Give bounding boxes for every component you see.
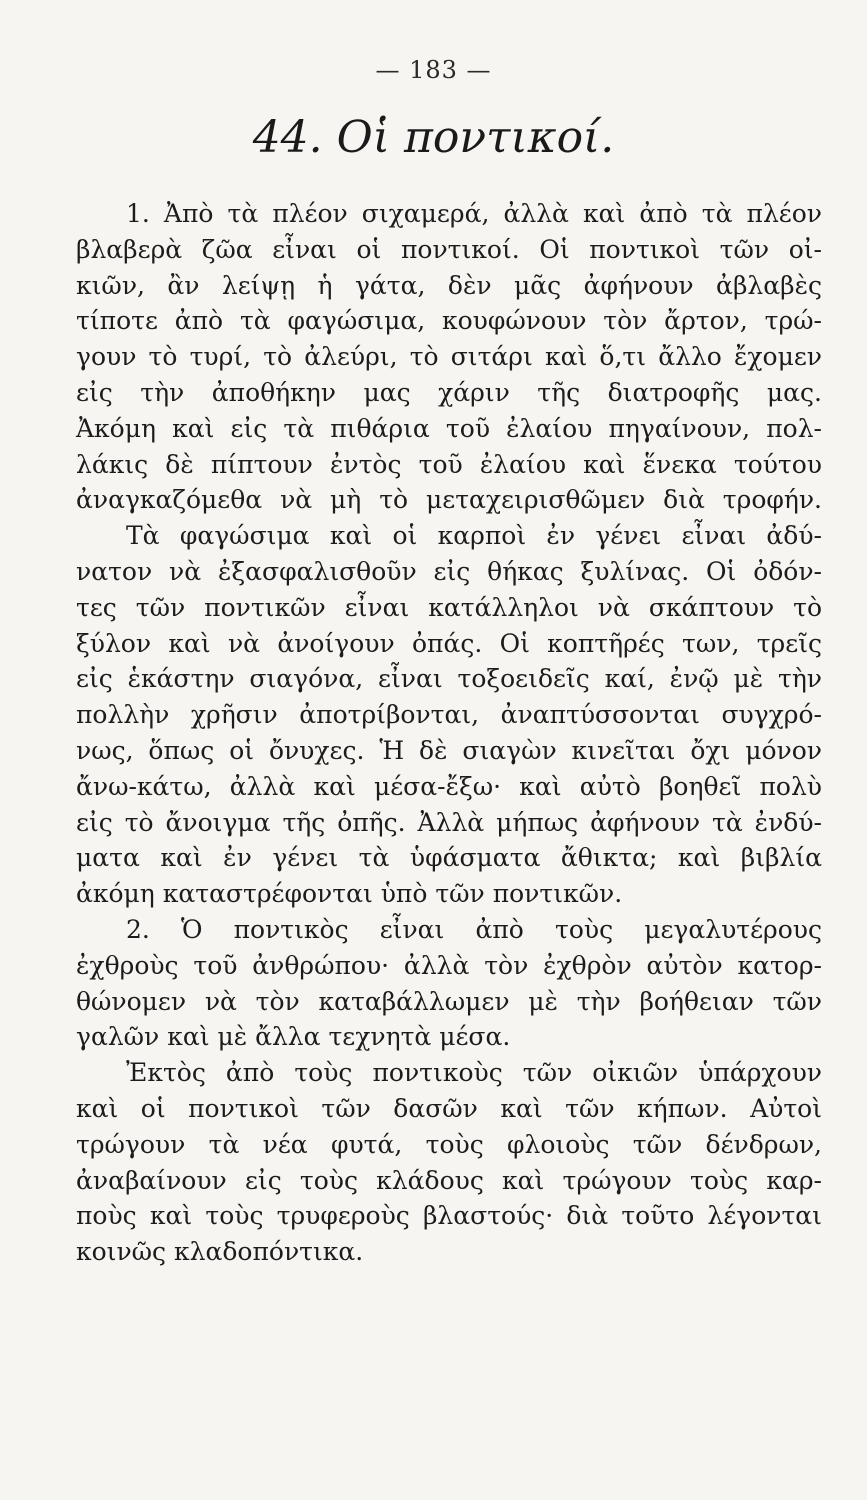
text-line: τρώγουν τὰ νέα φυτά, τοὺς φλοιοὺς τῶν δένδρων, — [76, 1129, 822, 1159]
page-number: — 183 — — [375, 56, 492, 84]
text-line: ἐχθροὺς τοῦ ἀνθρώπου· ἀλλὰ τὸν ἐχθρὸν αὐτὸν κατορ- — [76, 950, 822, 980]
text-line: καὶ οἱ ποντικοὶ τῶν δασῶν καὶ τῶν κήπων. Αὐτοὶ — [76, 1093, 822, 1123]
text-line: εἰς τὴν ἀποθήκην μας χάριν τῆς διατροφῆς μας. — [76, 377, 822, 407]
text-line: πολλὴν χρῆσιν ἀποτρίβονται, ἀναπτύσσονται συγχρό- — [76, 700, 822, 730]
text-line: 1. Ἀπὸ τὰ πλέον σιχαμερά, ἀλλὰ καὶ ἀπὸ τὰ πλέον — [126, 199, 822, 228]
text-line: Ἐκτὸς ἀπὸ τοὺς ποντικοὺς τῶν οἰκιῶν ὑπάρχουν — [126, 1058, 822, 1088]
text-line: εἰς ἑκάστην σιαγόνα, εἶναι τοξοειδεῖς καί, ἐνῷ μὲ τὴν — [76, 664, 822, 694]
text-line: γουν τὸ τυρί, τὸ ἀλεύρι, τὸ σιτάρι καὶ ὅ,τι ἄλλο ἔχομεν — [76, 342, 822, 372]
text-line: τίποτε ἀπὸ τὰ φαγώσιμα, κουφώνουν τὸν ἄρτον, τρώ- — [76, 306, 822, 336]
text-line: ἀκόμη καταστρέφονται ὑπὸ τῶν ποντικῶν. — [76, 879, 623, 909]
text-line: εἰς τὸ ἄνοιγμα τῆς ὀπῆς. Ἀλλὰ μήπως ἀφήνουν τὰ ἐνδύ- — [76, 807, 822, 837]
text-line: ματα καὶ ἐν γένει τὰ ὑφάσματα ἄθικτα; καὶ βιβλία — [76, 843, 822, 873]
text-line: κοινῶς κλαδοπόντικα. — [76, 1237, 364, 1267]
text-line: ἄνω-κάτω, ἀλλὰ καὶ μέσα-ἔξω· καὶ αὐτὸ βοηθεῖ πολὺ — [76, 771, 822, 801]
text-line: ἀναγκαζόμεθα νὰ μὴ τὸ μεταχειρισθῶμεν διὰ τροφήν. — [76, 485, 822, 515]
text-line: Τὰ φαγώσιμα καὶ οἱ καρποὶ ἐν γένει εἶναι ἀδύ- — [126, 521, 822, 551]
text-line: Ἀκόμη καὶ εἰς τὰ πιθάρια τοῦ ἐλαίου πηγαίνουν, πολ- — [76, 413, 822, 443]
text-line: γαλῶν καὶ μὲ ἄλλα τεχνητὰ μέσα. — [76, 1022, 511, 1052]
text-line: ξύλον καὶ νὰ ἀνοίγουν ὀπάς. Οἱ κοπτῆρές των, τρεῖς — [76, 628, 822, 658]
text-line: βλαβερὰ ζῶα εἶναι οἱ ποντικοί. Οἱ ποντικοὶ τῶν οἰ- — [76, 234, 822, 264]
text-line: νατον νὰ ἐξασφαλισθοῦν εἰς θήκας ξυλίνας. Οἱ ὀδόν- — [76, 556, 822, 586]
text-line: κιῶν, ἂν λείψῃ ἡ γάτα, δὲν μᾶς ἀφήνουν ἀβλαβὲς — [76, 270, 822, 300]
text-line: θώνομεν νὰ τὸν καταβάλλωμεν μὲ τὴν βοήθειαν τῶν — [76, 986, 822, 1016]
body-text — [76, 196, 822, 1270]
text-line: τες τῶν ποντικῶν εἶναι κατάλληλοι νὰ σκάπτουν τὸ — [76, 592, 822, 622]
text-line: 2. Ὁ ποντικὸς εἶναι ἀπὸ τοὺς μεγαλυτέρους — [126, 914, 822, 944]
text-line: λάκις δὲ πίπτουν ἐντὸς τοῦ ἐλαίου καὶ ἕνεκα τούτου — [76, 449, 822, 479]
text-line: νως, ὅπως οἱ ὄνυχες. Ἡ δὲ σιαγὼν κινεῖται ὄχι μόνον — [76, 735, 822, 765]
text-line: ἀναβαίνουν εἰς τοὺς κλάδους καὶ τρώγουν τοὺς καρ- — [76, 1165, 822, 1195]
text-line: ποὺς καὶ τοὺς τρυφεροὺς βλαστούς· διὰ τοῦτο λέγονται — [76, 1201, 822, 1231]
chapter-title: 44. Οἱ ποντικοί. — [252, 112, 615, 163]
